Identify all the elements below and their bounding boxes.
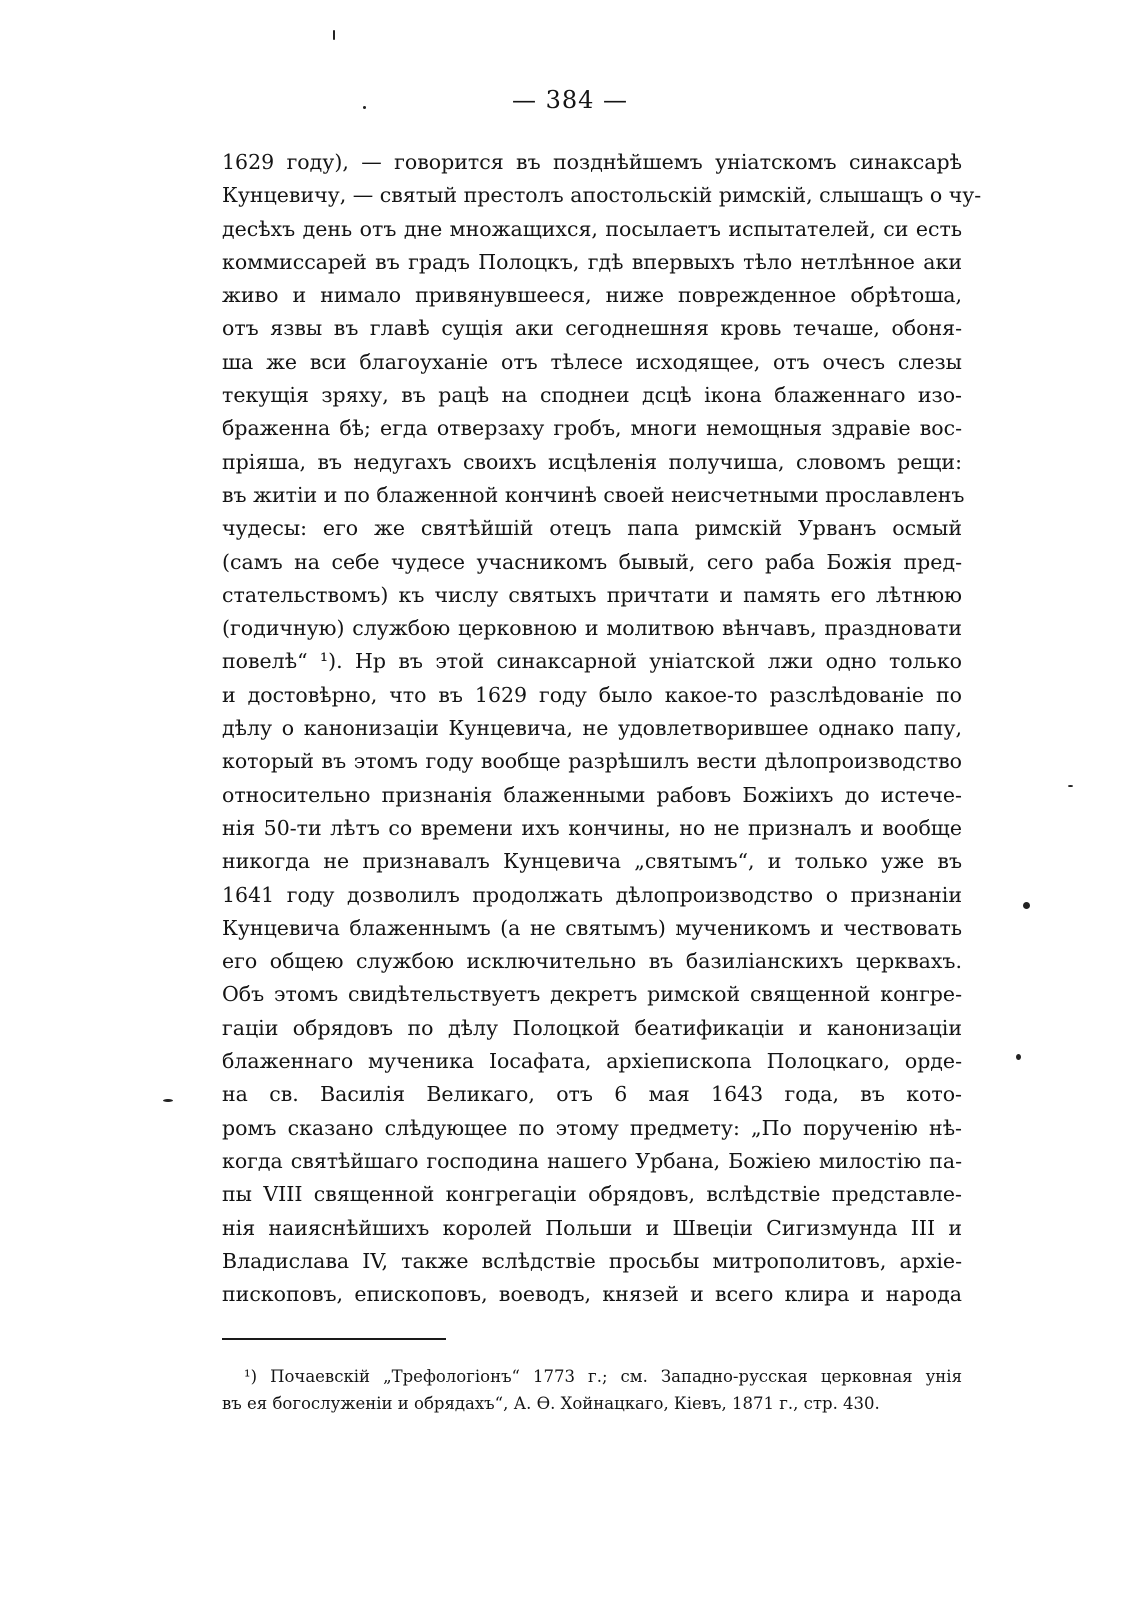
text-line: (годичную) службою церковною и молитвою вѣнчавъ, праздновати [222,616,962,641]
text-line: никогда не признавалъ Кунцевича „святымъ“, и только уже въ [222,849,962,874]
text-line: повелѣ“ ¹). Нр въ этой синаксарной уніатской лжи одно только [222,649,962,674]
footnotes [222,1363,962,1417]
text-line: ромъ сказано слѣдующее по этому предмету: „По порученію нѣ- [222,1115,962,1140]
scan-speck [333,30,335,40]
text-line: Кунцевичу, — святый престолъ апостольскій римскій, слышащъ о чу- [222,183,982,208]
text-line: чудесы: его же святѣйшій отецъ папа римскій Урванъ осмый [222,516,962,541]
text-line: живо и нимало привянувшееся, ниже поврежденное обрѣтоша, [222,283,962,308]
text-line: Владислава IV, также вслѣдствіе просьбы митрополитовъ, архіе- [222,1248,962,1273]
text-line: Объ этомъ свидѣтельствуетъ декретъ римской священной конгре- [222,982,962,1007]
page-number: — 384 — [511,86,629,114]
text-line: пріяша, въ недугахъ своихъ исцѣленія получиша, словомъ рещи: [222,449,962,474]
text-line: когда святѣйшаго господина нашего Урбана, Божіею милостію па- [222,1148,962,1173]
text-line: нія наияснѣйшихъ королей Польши и Швеціи Сигизмунда III и [222,1215,962,1240]
text-line: дѣлу о канонизаціи Кунцевича, не удовлетворившее однако папу, [222,716,962,741]
footnote-divider [222,1338,446,1340]
body-text [222,146,982,1311]
text-line: его общею службою исключительно въ базиліанскихъ церквахъ. [222,949,962,974]
text-line: пископовъ, епископовъ, воеводъ, князей и всего клира и народа [222,1282,962,1307]
text-line: стательствомъ) къ числу святыхъ причтати и память его лѣтнюю [222,582,962,607]
text-line: коммиссарей въ градъ Полоцкъ, гдѣ впервыхъ тѣло нетлѣнное аки [222,249,962,274]
text-line: блаженнаго мученика Іосафата, архіепископа Полоцкаго, орде- [222,1049,962,1074]
scan-speck [163,1099,173,1102]
scan-speck [363,106,366,109]
text-line: десѣхъ день отъ дне множащихся, посылаетъ испытателей, си есть [222,216,962,241]
scan-speck [1016,1054,1021,1060]
footnote-line: ¹) Почаевскій „Трефологіонъ“ 1773 г.; см. Западно-русская церковная унія [244,1367,962,1386]
text-line: 1641 году дозволилъ продолжать дѣлопроизводство о признаніи [222,882,962,907]
text-line: текущія зряху, въ рацѣ на споднеи дсцѣ ікона блаженнаго изо- [222,383,962,408]
text-line: пы VIII священной конгрегаціи обрядовъ, вслѣдствіе представле- [222,1182,962,1207]
text-line: (самъ на себе чудесе учасникомъ бывый, сего раба Божія пред- [222,549,962,574]
text-line: нія 50-ти лѣтъ со времени ихъ кончины, но не призналъ и вообще [222,815,962,840]
text-line: который въ этомъ году вообще разрѣшилъ вести дѣлопроизводство [222,749,962,774]
text-line: отъ язвы въ главѣ сущія аки сегоднешняя кровь течаше, обоня- [222,316,962,341]
text-line: въ житіи и по блаженной кончинѣ своей неисчетными прославленъ [222,482,965,507]
footnote-line: въ ея богослуженіи и обрядахъ“, А. Ѳ. Хойнацкаго, Кіевъ, 1871 г., стр. 430. [222,1394,880,1413]
text-line: Кунцевича блаженнымъ (а не святымъ) мученикомъ и чествовать [222,915,962,940]
text-line: гаціи обрядовъ по дѣлу Полоцкой беатификаціи и канонизаціи [222,1015,962,1040]
scan-speck [1023,902,1030,909]
text-line: на св. Василія Великаго, отъ 6 мая 1643 года, въ кото- [222,1082,962,1107]
text-line: 1629 году), — говорится въ позднѣйшемъ уніатскомъ синаксарѣ [222,150,962,174]
text-line: относительно признанія блаженными рабовъ Божіихъ до истече- [222,782,962,807]
text-line: и достовѣрно, что въ 1629 году было какое-то разслѣдованіе по [222,682,962,707]
scan-speck [1068,785,1073,787]
text-line: ша же вси благоуханіе отъ тѣлесе исходящее, отъ очесъ слезы [222,349,962,374]
text-line: браженна бѣ; егда отверзаху гробъ, многи немощныя здравіе вос- [222,416,962,441]
